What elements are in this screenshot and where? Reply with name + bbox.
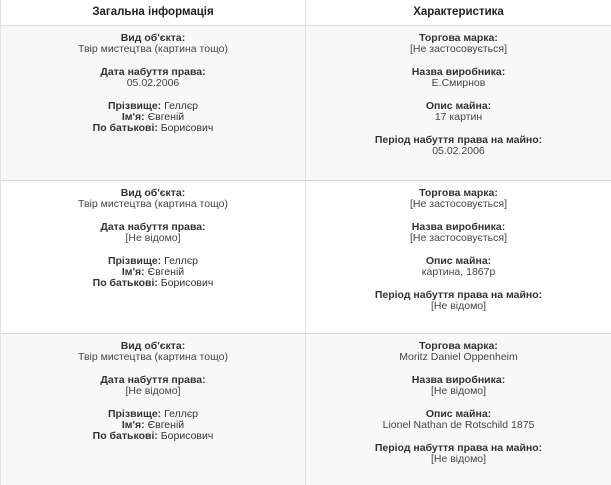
table-row [1,334,611,485]
patronymic-label: По батькові: [92,430,158,442]
first-name-value: Євгеній [147,419,185,431]
object-type-field [1,341,305,363]
first-name-label: Ім'я: [121,111,145,123]
object-type-field [1,188,305,210]
surname-label: Прізвище: [107,255,162,267]
period-field [306,290,611,312]
surname-value: Геллєр [164,100,199,112]
general-info-cell [1,181,306,333]
object-type-value: Твір мистецтва (картина тощо) [78,351,228,363]
object-type-value: Твір мистецтва (картина тощо) [78,198,228,210]
object-type-label: Вид об'єкта: [120,187,186,199]
period-label: Період набуття права на майно: [374,289,543,301]
trademark-value: [Не застосовується] [410,198,507,210]
trademark-label: Торгова марка: [419,340,498,352]
acquisition-date-value: [Не відомо] [125,385,181,397]
patronymic-label: По батькові: [92,122,158,134]
table-row [1,26,611,181]
object-type-value: Твір мистецтва (картина тощо) [78,43,228,55]
manufacturer-field [306,375,611,397]
object-type-label: Вид об'єкта: [120,32,186,44]
characteristics-cell [306,334,611,485]
description-field [306,101,611,123]
period-field [306,443,611,465]
patronymic-value: Борисович [160,122,214,134]
first-name-value: Євгеній [147,266,185,278]
manufacturer-value: [Не відомо] [430,385,487,397]
period-value: [Не відомо] [430,300,487,312]
manufacturer-label: Назва виробника: [411,221,506,233]
description-value: картина, 1867р [421,266,496,278]
patronymic-value: Борисович [160,277,214,289]
first-name-label: Ім'я: [121,266,145,278]
description-label: Опис майна: [425,408,492,420]
description-field [306,256,611,278]
general-info-cell [1,334,306,485]
trademark-label: Торгова марка: [419,187,498,199]
period-label: Період набуття права на майно: [374,442,543,454]
trademark-field [306,33,611,55]
surname-value: Геллєр [164,255,199,267]
patronymic-line [1,431,305,442]
description-value: Lionel Nathan de Rotschild 1875 [382,419,535,431]
trademark-value: [Не застосовується] [410,43,507,55]
period-label: Період набуття права на майно: [374,134,543,146]
period-field [306,135,611,157]
object-type-label: Вид об'єкта: [120,340,186,352]
manufacturer-value: [Не застосовується] [410,232,507,244]
acquisition-date-field [1,67,305,89]
header-characteristics: Характеристика [413,6,504,18]
general-info-cell [1,26,306,180]
trademark-field [306,188,611,210]
description-value: 17 картин [434,111,483,123]
patronymic-label: По батькові: [92,277,158,289]
description-field [306,409,611,431]
first-name-label: Ім'я: [121,419,145,431]
manufacturer-field [306,67,611,89]
period-value: 05.02.2006 [432,145,485,157]
acquisition-date-field [1,375,305,397]
trademark-field [306,341,611,363]
characteristics-cell [306,26,611,180]
patronymic-value: Борисович [160,430,214,442]
surname-label: Прізвище: [107,408,162,420]
acquisition-date-label: Дата набуття права: [100,374,206,386]
owner-name-block [1,409,305,442]
trademark-label: Торгова марка: [419,32,498,44]
owner-name-block [1,101,305,134]
table-header [1,0,611,26]
manufacturer-label: Назва виробника: [411,66,506,78]
description-label: Опис майна: [425,255,492,267]
acquisition-date-value: 05.02.2006 [126,77,180,89]
surname-label: Прізвище: [107,100,162,112]
manufacturer-field [306,222,611,244]
manufacturer-value: Е.Смирнов [431,77,486,89]
description-label: Опис майна: [425,100,492,112]
object-type-field [1,33,305,55]
period-value: [Не відомо] [430,453,487,465]
patronymic-line [1,123,305,134]
acquisition-date-value: [Не відомо] [125,232,181,244]
first-name-value: Євгеній [147,111,185,123]
surname-value: Геллєр [164,408,199,420]
manufacturer-label: Назва виробника: [411,374,506,386]
acquisition-date-label: Дата набуття права: [100,66,206,78]
patronymic-line [1,278,305,289]
acquisition-date-label: Дата набуття права: [100,221,206,233]
trademark-value: Moritz Daniel Oppenheim [399,351,518,363]
header-general-info: Загальна інформація [1,0,306,25]
owner-name-block [1,256,305,289]
acquisition-date-field [1,222,305,244]
table-row [1,181,611,334]
characteristics-cell [306,181,611,333]
